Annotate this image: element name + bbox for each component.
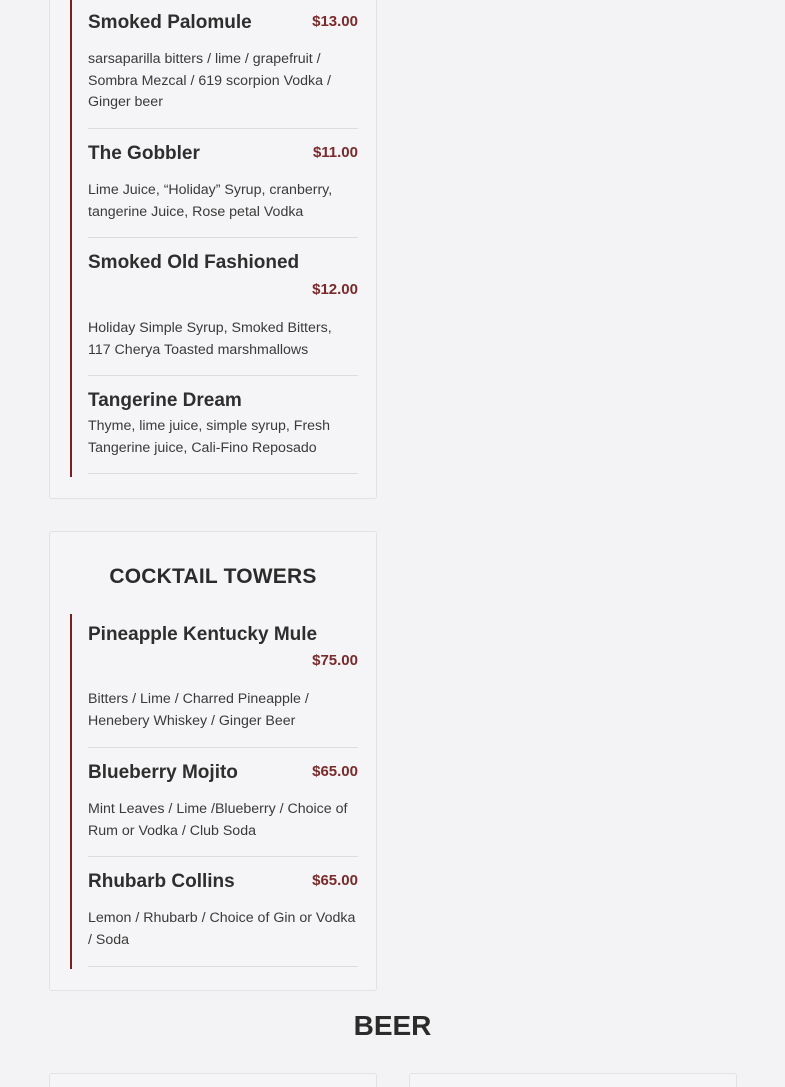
item-price: $65.00 [312, 872, 358, 889]
item-description: Bitters / Lime / Charred Pineapple / Henebery Whiskey / Ginger Beer [88, 691, 309, 729]
item-price: $75.00 [312, 652, 358, 669]
item-description: Lemon / Rhubarb / Choice of Gin or Vodka / Soda [88, 910, 356, 948]
beer-card [49, 1073, 377, 1087]
section-title: COCKTAIL TOWERS [109, 565, 317, 588]
menu-item[interactable] [88, 238, 358, 376]
towers-items-list [70, 614, 357, 969]
item-price: $12.00 [312, 281, 358, 298]
beer-section-heading: BEER [353, 1010, 432, 1041]
item-name: The Gobbler [88, 143, 200, 164]
item-description: Mint Leaves / Lime /Blueberry / Choice of Rum or Vodka / Club Soda [88, 801, 348, 839]
menu-item[interactable] [88, 857, 358, 967]
item-name: Rhubarb Collins [88, 871, 235, 892]
menu-item[interactable] [88, 748, 358, 857]
item-description: Lime Juice, “Holiday” Syrup, cranberry, tangerine Juice, Rose petal Vodka [88, 182, 333, 220]
menu-item[interactable] [88, 129, 358, 238]
item-name: Smoked Palomule [88, 12, 252, 33]
signature-cocktails-card [49, 0, 377, 499]
item-price: $11.00 [312, 144, 358, 161]
cocktail-towers-card [49, 531, 377, 991]
item-description: Holiday Simple Syrup, Smoked Bitters, 117 Cherya Toasted marshmallows [88, 320, 332, 358]
item-name: Tangerine Dream [88, 390, 242, 411]
item-description: Thyme, lime juice, simple syrup, Fresh Tangerine juice, Cali-Fino Reposado [88, 418, 331, 456]
item-name: Smoked Old Fashioned [88, 252, 300, 273]
item-description: sarsaparilla bitters / lime / grapefruit / Sombra Mezcal / 619 scorpion Vodka / Ginger beer [88, 51, 331, 110]
menu-item[interactable] [88, 376, 358, 474]
menu-item[interactable] [88, 614, 358, 748]
item-name: Blueberry Mojito [88, 762, 238, 783]
item-name: Pineapple Kentucky Mule [88, 624, 318, 645]
item-price: $13.00 [312, 13, 358, 30]
menu-item[interactable] [88, 0, 358, 129]
signature-items-list [70, 0, 357, 477]
item-price: $65.00 [312, 763, 358, 780]
beer-card [409, 1073, 737, 1087]
